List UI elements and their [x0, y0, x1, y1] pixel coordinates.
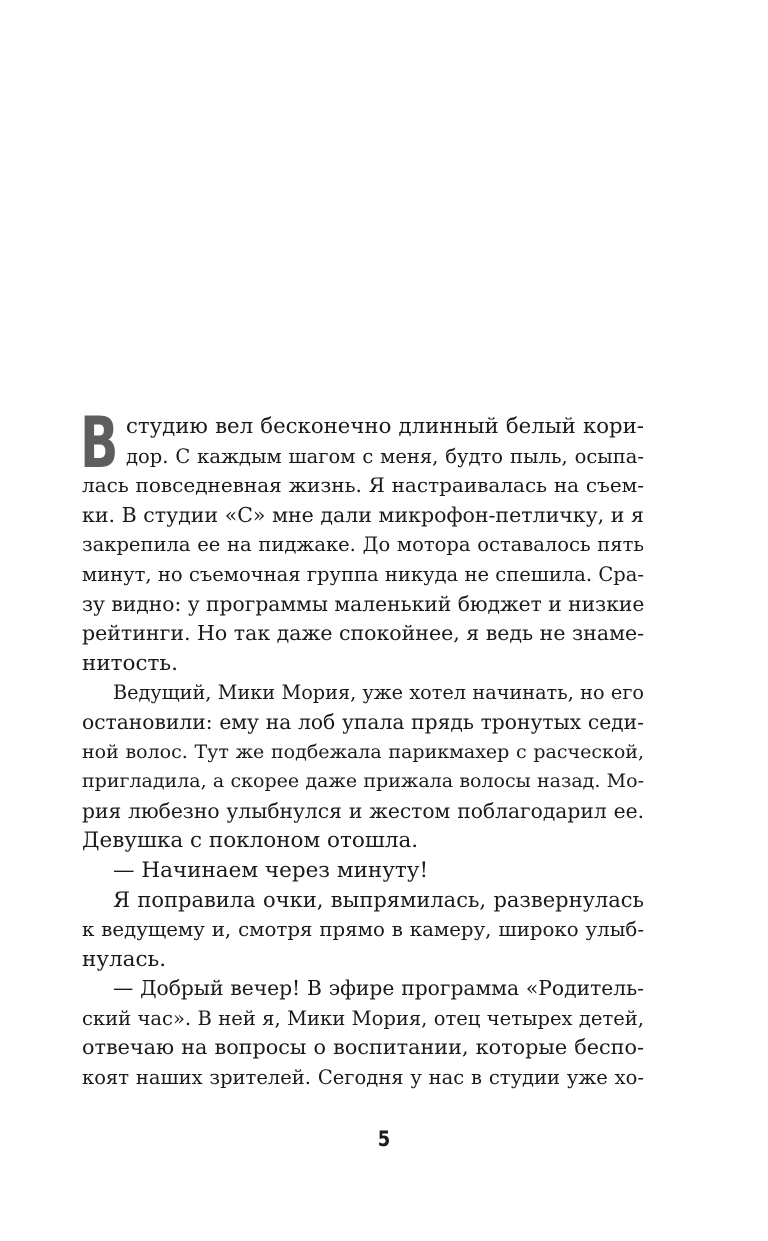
text-line: ский час». В ней я, Мики Мория, отец четырех детей,: [82, 1006, 644, 1030]
text-line: лась повседневная жизнь. Я настраивалась на съем-: [82, 473, 644, 498]
text-line: рия любезно улыбнулся и жестом поблагодарил ее.: [82, 798, 644, 823]
text-line: ки. В студии «С» мне дали микрофон-петличку, и я: [82, 502, 644, 527]
text-line: минут, но съемочная группа никуда не спешила. Сра-: [82, 562, 644, 586]
text-line: нитость.: [82, 650, 178, 676]
text-line: дор. С каждым шагом с меня, будто пыль, осыпа-: [126, 444, 644, 468]
text-line: рейтинги. Но так даже спокойнее, я ведь не знаме-: [82, 621, 645, 646]
text-line: нулась.: [82, 946, 167, 972]
text-line: студию вел бесконечно длинный белый кори-: [126, 414, 644, 439]
text-line: коят наших зрителей. Сегодня у нас в студии уже хо-: [82, 1066, 644, 1090]
text-line: Ведущий, Мики Мория, уже хотел начинать, но его: [113, 681, 644, 705]
text-line: пригладила, а скорее даже прижала волосы назад. Мо-: [82, 770, 644, 793]
text-line: к ведущему и, смотря прямо в камеру, широко улыб-: [82, 918, 644, 942]
text-line: — Добрый вечер! В эфире программа «Родитель-: [113, 976, 644, 1001]
text-line: ной волос. Тут же подбежала парикмахер с расческой,: [82, 740, 644, 763]
drop-cap: В: [80, 402, 119, 484]
text-line: Я поправила очки, выпрямилась, развернулась: [113, 887, 644, 912]
text-line: закрепила ее на пиджаке. До мотора оставалось пять: [82, 533, 644, 557]
text-line: остановили: ему на лоб упала прядь тронутых седи-: [82, 709, 644, 734]
text-line: зу видно: у программы маленький бюджет и низкие: [82, 591, 645, 616]
page-number: 5: [377, 1127, 391, 1151]
text-line: — Начинаем через минуту!: [113, 857, 429, 883]
body-text: [80, 402, 645, 1093]
text-line: отвечаю на вопросы о воспитании, которые беспо-: [82, 1035, 644, 1060]
text-line: Девушка с поклоном отошла.: [82, 828, 419, 854]
